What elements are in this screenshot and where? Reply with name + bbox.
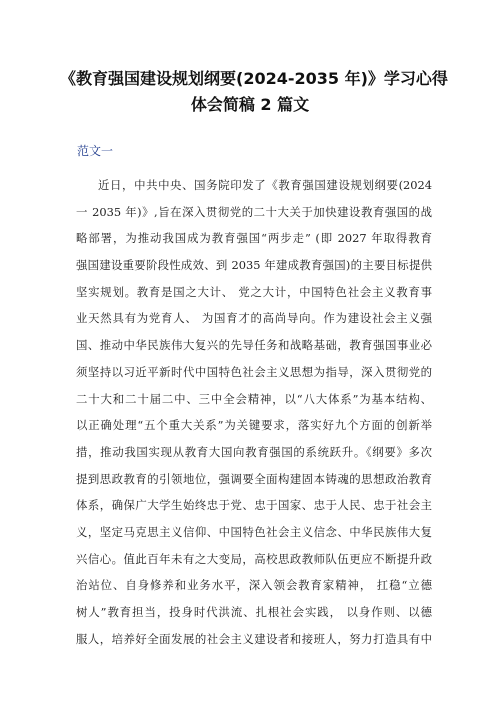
body-line: 近日，中共中央、国务院印发了《教育强国建设规划纲要(2024	[98, 178, 432, 192]
body-line: 国、推动中华民族伟大复兴的先导任务和战略基础，教育强国事业必	[76, 338, 432, 353]
body-line: 兴信心。值此百年未有之大变局，高校思政教师队伍更应不断提升政	[76, 551, 432, 566]
body-line: 二十大和二十届二中、三中全会精神，以“八大体系”为基本结构、	[76, 391, 432, 406]
body-line: 治站位、自身修养和业务水平，深入领会教育家精神， 扛稳“立德	[76, 578, 432, 593]
body-line: 业天然具有为党育人、 为国育才的高尚导向。作为建设社会主义强	[76, 311, 432, 326]
body-line: 服人，培养好全面发展的社会主义建设者和接班人，努力打造具有中	[76, 631, 432, 646]
body-line: 义，坚定马克思主义信仰、中国特色社会主义信念、中华民族伟大复	[76, 524, 432, 539]
body-line: 强国建设重要阶段性成效、到 2035 年建成教育强国)的主要目标提供	[76, 258, 432, 273]
body-line: 体系，确保广大学生始终忠于党、忠于国家、忠于人民、忠于社会主	[76, 498, 432, 513]
body-paragraph	[76, 172, 432, 652]
body-line: 略部署，为推动我国成为教育强国“两步走” (即 2027 年取得教育	[76, 231, 432, 246]
title-line-2: 体会简稿 2 篇文	[190, 95, 310, 114]
section-heading: 范文一	[77, 144, 114, 158]
body-line: 树人”教育担当，投身时代洪流、扎根社会实践， 以身作则、以德	[76, 605, 432, 619]
document-title	[60, 66, 448, 118]
body-line: 以正确处理“五个重大关系”为关键要求，落实好九个方面的创新举	[76, 418, 432, 433]
body-line: 坚实规划。教育是国之大计、 党之大计，中国特色社会主义教育事	[76, 284, 432, 299]
title-line-1: 《教育强国建设规划纲要(2024-2035 年)》学习心得	[60, 69, 448, 88]
body-line: 一 2035 年)》,旨在深入贯彻党的二十大关于加快建设教育强国的战	[76, 204, 432, 219]
body-line: 措，推动我国实现从教育大国向教育强国的系统跃升。《纲要》多次	[76, 444, 432, 459]
body-line: 须坚持以习近平新时代中国特色社会主义思想为指导，深入贯彻党的	[76, 364, 432, 379]
body-line: 提到思政教育的引领地位，强调要全面构建固本铸魂的思想政治教育	[76, 471, 432, 486]
